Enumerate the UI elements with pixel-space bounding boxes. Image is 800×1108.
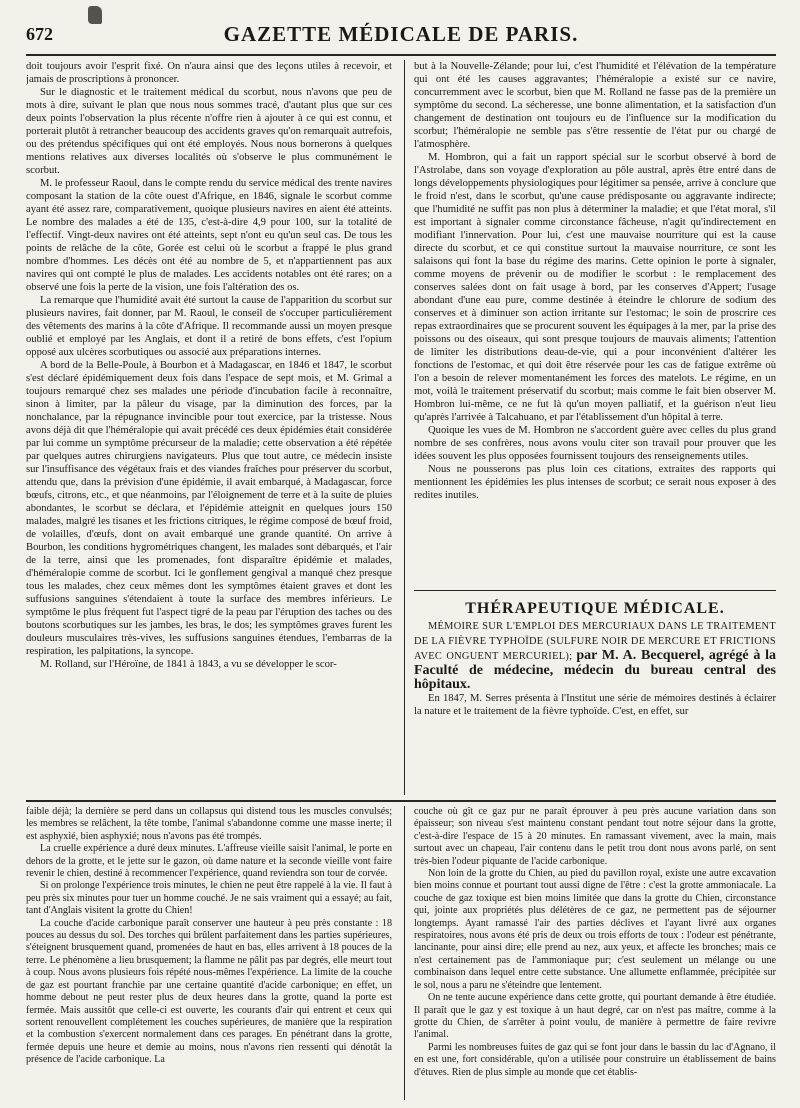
paragraph: M. le professeur Raoul, dans le compte rendu du service médical des trente navires composant la station de la côte ouest d'Afrique, en 1846, signale le scorbut comme ayant été assez rare, comparativement, quoique plusieurs navires en aient été atteints. Le nombre des malades a été de 135, c'est-à-dire 4,9 pour 100, sur la totalité de l'effectif. Vingt-deux navires ont été atteints, sept n'ont eu qu'un seul cas. De tous les points de relâche de la côte, Gorée est celui où le scorbut a frappé le plus grand nombre d'hommes. Les décès ont été au nombre de 5, et n'appartiennent pas aux navires qui ont compté le plus de malades. Les accidents notables ont été rares; on a observé une fois la perte de la vision, une fois l'altération des os. xyxy=(26,178,392,293)
section-title: THÉRAPEUTIQUE MÉDICALE. xyxy=(465,600,725,617)
right-column xyxy=(414,60,776,580)
paragraph: M. Hombron, qui a fait un rapport spécial sur le scorbut observé à bord de l'Astrolabe, dans son voyage d'exploration au pôle austral, après être entré dans de longs développements physiologiques pour légitimer sa pensée, arrive à conclure que le froid n'est, dans le scorbut, qu'une cause prédisposante ou aggravante indirecte; que l'humidité ne suffit pas non plus à déterminer la maladie; et que l'état moral, s'il est important à signaler comme circonstance fâcheuse, n'agit qu'indirectement en modifiant l'innervation. Pour lui, c'est une mauvaise nourriture qui est la cause directe du scorbut, et ce qui constitue surtout la mauvaise nourriture, ce sont les salaisons qui font la base du régime des marins. Cette opinion le porte à signaler, comme moyens de prévenir ou de modifier le scorbut : le remplacement des conserves salées dont on fait usage à bord, par les conserves d'Appert; l'usage abondant d'une eau pure, comme destinée à éteindre le chlorure de sodium des conserves et à diminuer son action irritante sur l'estomac; le soin de proscrire ces repas extraordinaires que se procurent souvent les équipages à la mer, par la prise des poissons ou des oiseaux, qui sont presque toujours de mauvais aliments; l'attention de limiter les distributions deau-de-vie, qui a pour inconvénient d'altérer les fonctions de l'estomac, et qui doit être réservée pour les cas de fatigue extrême où l'on a besoin de relever momentanément les forces des matelots. Le régime, en un mot, voilà le traitement préservatif du scorbut; mais comme le fait bien observer M. Hombron lui-même, ce ne fut là qu'un moyen palliatif, et la guérison n'eut lieu qu'après l'arrivée à Talcahuano, et par l'établissement d'un hôpital à terre. xyxy=(414,152,776,423)
section-rule xyxy=(414,590,776,591)
paragraph: La cruelle expérience a duré deux minutes. L'affreuse vieille saisit l'animal, le porte en dehors de la grotte, et le jette sur le gazon, où dame nature et la seconde vieille vont faire revenir le chien, destiné à recommencer l'expérience, quand reviendra son tour de corvée. xyxy=(26,843,392,880)
paragraph: Si on prolonge l'expérience trois minutes, le chien ne peut être rappelé à la vie. Il faut à peu près six minutes pour tuer un homme couché. Je ne sais vraiment qui a essayé; au fait, tant d'Anglais visitent la grotte du Chien! xyxy=(26,880,392,917)
paragraph: La couche d'acide carbonique paraît conserver une hauteur à peu près constante : 18 pouces au dessus du sol. Des torches qui brûlent parfaitement dans les parties supérieures, s'éteignent brusquement quand, promenées de haut en bas, elles arrivent à 18 pouces de la terre. Le phénomène a lieu brusquement; la flamme ne pâlit pas par degrés, elle meurt tout à coup. Nous avons plusieurs fois répété nous-mêmes l'expérience. La limite de la couche de gaz est pourtant franchie par une certaine quantité d'acide carbonique; en effet, un homme debout ne peut rester plus de deux heures dans la grotte, quand la porte est fermée. Mais aussitôt que celle-ci est ouverte, les courants d'air qui entrent et ceux qui sortent renouvellent complétement les couches supérieures, de manière que la respiration et la combustion s'exercent normalement dans ces parages. En pénétrant dans la grotte, fermée depuis une heure et demie au moins, nous n'avons rien ressenti qui dénotât la présence de l'acide carbonique. La xyxy=(26,917,392,1066)
paragraph: Non loin de la grotte du Chien, au pied du pavillon royal, existe une autre excavation bien moins connue et pourtant tout aussi digne de l'être : c'est la grotte ammoniacale. La couche de gaz toxique est bien moins limitée que dans la grotte du Chien, circonstance qui, jointe aux propriétés plus délétères de ce gaz, ne permettent pas de séjourner longtemps. Ayant ramassé l'air des parties déclives et l'ayant livré aux organes respiratoires, nous avons été pris de deux ou trois efforts de toux : l'odeur est pénétrante, lancinante, pour ainsi dire; elle prend au nez, aux yeux, et affecte les bronches; mais ce n'est certainement pas de l'ammoniaque pur; c'est seulement un mélange ou une combinaison dans lequel entre cette substance. Une allumette enflammée, précipitée sur le sol, nous a paru ne s'éteindre que lentement. xyxy=(414,868,776,991)
paragraph: Sur le diagnostic et le traitement médical du scorbut, nous n'avons que peu de mots à dire, suivant le plan que nous nous sommes tracé, d'autant plus que sur ces deux points l'observation la plus récente n'offre rien à ajouter à ce qui est connu, et porterait plutôt à retrancher beaucoup des accidents graves qu'on remarquait autrefois, ou des prétendus spécifiques qui ont été employés. Nous nous bornerons à quelques mentions relatives aux diverses localités où s'observe le plus communément le scorbut. xyxy=(26,87,392,176)
paragraph: On ne tente aucune expérience dans cette grotte, qui pourtant demande à être étudiée. Il paraît que le gaz y est toxique à un haut degré, car on n'est pas maître, comme à la grotte du Chien, de s'arrêter à point voulu, de manière à permettre de faire revivre l'animal. xyxy=(414,992,776,1041)
paragraph: couche où gît ce gaz pur ne paraît éprouver à peu près aucune variation dans son épaisseur; son niveau s'est maintenu constant pendant tout notre séjour dans la grotte, c'est-à-dire l'espace de 15 à 20 minutes. En ramassant vivement, avec la main, mais surtout avec un chapeau, l'air contenu dans le petit trou dont nous avons parlé, on sent très-bien l'odeur piquante de l'acide carbonique. xyxy=(414,806,776,867)
left-column xyxy=(26,60,392,798)
page-header xyxy=(26,16,776,52)
memoire-title: MÉMOIRE SUR L'EMPLOI DES MERCURIAUX DANS LE TRAITEMENT DE LA FIÈVRE TYPHOÏDE (SULFURE NOIR DE MERCURE ET FRICTIONS AVEC ONGUENT MERCURIEL); xyxy=(414,621,776,662)
column-divider xyxy=(404,806,405,1100)
paragraph: A bord de la Belle-Poule, à Bourbon et à Madagascar, en 1846 et 1847, le scorbut s'est déclaré épidémiquement deux fois dans l'espace de sept mois, et M. Grimal a toujours remarqué chez ses malades une période d'incubation facile à reconnaître, sinon à limiter, par la pâleur du visage, par la diminution des forces, par la nonchalance, par la répugnance invincible pour tout exercice, par la tristesse. Nous avons déjà dit que l'héméralopie qui avait précédé ces deux épidémies était considérée par lui comme un symptôme précurseur de la maladie; cette observation a été répétée par quelques autres chirurgiens navigateurs. Plus que tout autre, ce médecin insiste sur l'insuffisance des végétaux frais et des viandes fraîches pour préserver du scorbut, attendu que, dans la prévision d'une épidémie, il avait embarqué, à Madagascar, force bœufs, citrons, etc., et que néanmoins, par l'éloignement de terre et à la suite de pluies abondantes, le scorbut se déclara, et l'épidémie atteignit en quelques jours 150 malades, malgré les tisanes et les frictions citriques, le régime composé de bœuf froid, de volailles, d'œufs, dont on avait embarqué une grande quantité. On arrive à Bourbon, les conditions hygrométriques changent, les malades sont débarqués, et l'air de la terre, ainsi que les promenades, font disparaître épidémie et malades, d'héméralopie comme de scorbut. Ici le gonflement gengival a manqué chez presque tous les malades, chez ceux mêmes dont les symptômes étaient graves et dont les suffusions sanguines s'étendaient à toute la surface des membres inférieurs. Le symptôme le plus fréquent fut l'aspect tigré de la peau par l'éruption des taches ou des boutons scorbutiques sur les jambes, les bras, le dos; les symptômes graves furent les douleurs musculaires très-vives, les suffusions sanguines étendues, l'embarras de la respiration, les palpitations, la syncope. xyxy=(26,360,392,657)
page-rule-middle xyxy=(26,800,776,802)
memoire-author: par M. A. Becquerel, agrégé à la Faculté de médecine, médecin du bureau central des hôpitaux. xyxy=(414,648,776,692)
paragraph: Quoique les vues de M. Hombron ne s'accordent guère avec celles du plus grand nombre de ses confrères, nous avons voulu citer son travail pour prouver que les idées souvent les plus opposées fournissent toujours des renseignements utiles. xyxy=(414,425,776,462)
page-number: 672 xyxy=(26,24,53,44)
memoire-heading xyxy=(414,619,776,692)
running-title: GAZETTE MÉDICALE DE PARIS. xyxy=(223,22,579,46)
paragraph: Nous ne pousserons pas plus loin ces citations, extraites des rapports qui mentionnent les épidémies les plus intenses de scorbut; ce serait nous exposer à des redites inutiles. xyxy=(414,464,776,501)
header-rule xyxy=(26,54,776,56)
paragraph: Parmi les nombreuses fuites de gaz qui se font jour dans le bassin du lac d'Agnano, il en est une, fort considérable, qu'on a utilisée pour construire un établissement de bains d'étuves. Rien de plus simple au monde que cet établis- xyxy=(414,1041,776,1078)
paragraph: but à la Nouvelle-Zélande; pour lui, c'est l'humidité et l'élévation de la température qui ont été les causes aggravantes; l'héméralopie a existé sur ce navire, concurremment avec le scorbut, bien que M. Rolland ne fasse pas de la première un symptôme du second. La sécheresse, une bonne alimentation, et la satisfaction d'un changement de destination ont toujours eu de l'influence sur la modification du scorbut; l'héméralopie ne semble pas s'être ressentie de l'état pur ou chargé de l'atmosphère. xyxy=(414,61,776,150)
column-divider xyxy=(404,60,405,795)
paragraph: La remarque que l'humidité avait été surtout la cause de l'apparition du scorbut sur plusieurs navires, fait donner, par M. Raoul, le conseil de s'occuper particulièrement des vêtements des marins à la côte d'Afrique. Il recommande aussi un moyen presque oublié et employé par les Anglais, et dont il a retiré de bons effets, c'est l'opium opposé aux ulcères scorbutiques ou associé aux préparations internes. xyxy=(26,295,392,358)
bottom-right-column xyxy=(414,806,776,1102)
paragraph: faible déjà; la dernière se perd dans un collapsus qui distend tous les muscles convulsés; les membres se relâchent, la tête tombe, l'animal s'abandonne comme une masse inerte; il est asphyxié, bien asphyxié; nous n'avons pas été trompés. xyxy=(26,806,392,842)
bottom-left-column xyxy=(26,806,392,1102)
paragraph: M. Rolland, sur l'Héroïne, de 1841 à 1843, a vu se développer le scor- xyxy=(40,659,337,670)
therapeutique-section xyxy=(414,598,776,794)
paragraph: doit toujours avoir l'esprit fixé. On n'aura ainsi que des leçons utiles à recevoir, et jamais de proscriptions à prononcer. xyxy=(26,61,392,85)
paragraph: En 1847, M. Serres présenta à l'Institut une série de mémoires destinés à éclairer la nature et le traitement de la fièvre typhoïde. C'est, en effet, sur xyxy=(414,693,776,717)
